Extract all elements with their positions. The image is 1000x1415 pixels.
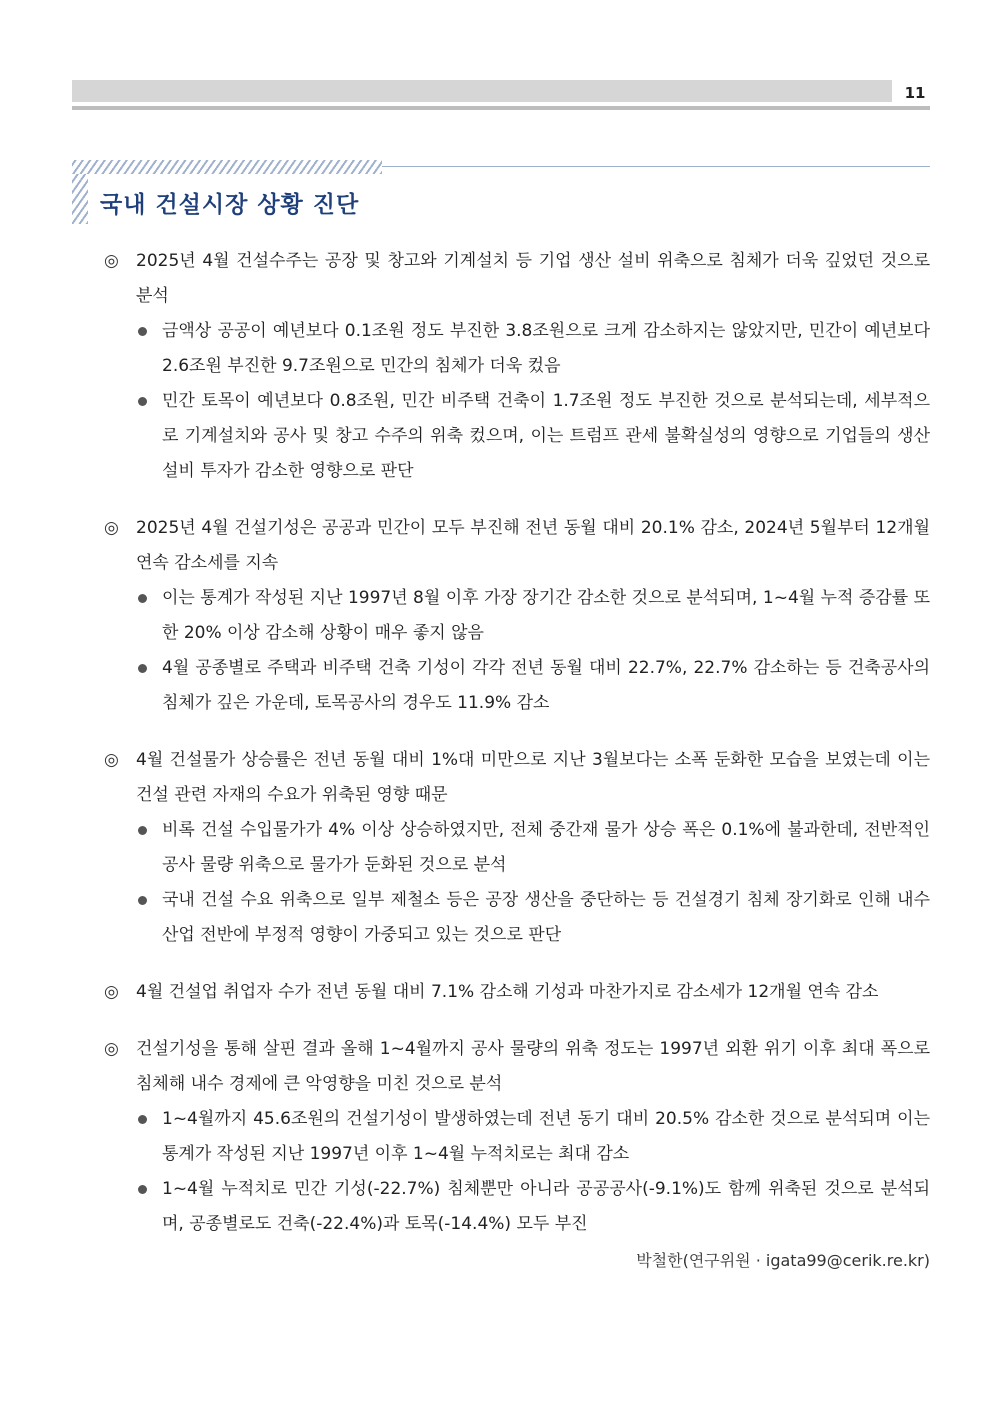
main-block	[104, 244, 930, 489]
section-rule	[382, 166, 930, 167]
sub-item-text: 이는 통계가 작성된 지난 1997년 8월 이후 가장 장기간 감소한 것으로 분석되며, 1~4월 누적 증감률 또한 20% 이상 감소해 상황이 매우 좋지 않음	[162, 588, 930, 643]
main-item	[104, 244, 930, 314]
sub-item	[104, 384, 930, 489]
main-item-text: 2025년 4월 건설수주는 공장 및 창고와 기계설치 등 기업 생산 설비 위축으로 침체가 더욱 깊었던 것으로 분석	[136, 251, 930, 306]
main-item-text: 건설기성을 통해 살핀 결과 올해 1~4월까지 공사 물량의 위축 정도는 1997년 외환 위기 이후 최대 폭으로 침체해 내수 경제에 큰 악영향을 미친 것으로 분석	[136, 1039, 930, 1094]
double-circle-icon: ◎	[104, 251, 119, 271]
section-stripe-decoration	[72, 160, 382, 174]
section-side-stripe-decoration	[72, 174, 88, 224]
double-circle-icon: ◎	[104, 982, 119, 1002]
sub-item	[104, 883, 930, 953]
sub-item-text: 1~4월까지 45.6조원의 건설기성이 발생하였는데 전년 동기 대비 20.5% 감소한 것으로 분석되며 이는 통계가 작성된 지난 1997년 이후 1~4월 누적치로는 최대 감소	[162, 1109, 930, 1164]
header-rule	[72, 106, 930, 110]
bullet-icon	[138, 664, 147, 673]
sub-item-text: 국내 건설 수요 위축으로 일부 제철소 등은 공장 생산을 중단하는 등 건설경기 침체 장기화로 인해 내수 산업 전반에 부정적 영향이 가중되고 있는 것으로 판단	[162, 890, 930, 945]
bullet-icon	[138, 1185, 147, 1194]
bullet-icon	[138, 1115, 147, 1124]
double-circle-icon: ◎	[104, 1039, 119, 1059]
main-item	[104, 1032, 930, 1102]
bullet-icon	[138, 826, 147, 835]
main-item	[104, 975, 930, 1010]
main-block	[104, 975, 930, 1010]
sub-item	[104, 314, 930, 384]
main-item	[104, 511, 930, 581]
main-item-text: 4월 건설업 취업자 수가 전년 동월 대비 7.1% 감소해 기성과 마찬가지로 감소세가 12개월 연속 감소	[136, 982, 879, 1002]
main-block	[104, 1032, 930, 1242]
sub-item	[104, 1172, 930, 1242]
main-block	[104, 511, 930, 721]
double-circle-icon: ◎	[104, 518, 119, 538]
main-item	[104, 743, 930, 813]
header-bar	[72, 80, 892, 102]
page-number: 11	[904, 84, 926, 102]
sub-item	[104, 813, 930, 883]
bullet-icon	[138, 594, 147, 603]
sub-item-text: 1~4월 누적치로 민간 기성(-22.7%) 침체뿐만 아니라 공공공사(-9.1%)도 함께 위축된 것으로 분석되며, 공종별로도 건축(-22.4%)과 토목(-14.4%) 모두 부진	[162, 1179, 930, 1234]
main-item-text: 4월 건설물가 상승률은 전년 동월 대비 1%대 미만으로 지난 3월보다는 소폭 둔화한 모습을 보였는데 이는 건설 관련 자재의 수요가 위축된 영향 때문	[136, 750, 930, 805]
double-circle-icon: ◎	[104, 750, 119, 770]
sub-item-text: 4월 공종별로 주택과 비주택 건축 기성이 각각 전년 동월 대비 22.7%, 22.7% 감소하는 등 건축공사의 침체가 깊은 가운데, 토목공사의 경우도 11.9% 감소	[162, 658, 930, 713]
sub-item-text: 금액상 공공이 예년보다 0.1조원 정도 부진한 3.8조원으로 크게 감소하지는 않았지만, 민간이 예년보다 2.6조원 부진한 9.7조원으로 민간의 침체가 더욱 컸음	[162, 321, 930, 376]
author-credit: 박철한(연구위원 · igata99@cerik.re.kr)	[636, 1251, 930, 1270]
sub-item	[104, 581, 930, 651]
content	[104, 244, 930, 1264]
bullet-icon	[138, 896, 147, 905]
sub-item-text: 비록 건설 수입물가가 4% 이상 상승하였지만, 전체 중간재 물가 상승 폭은 0.1%에 불과한데, 전반적인 공사 물량 위축으로 물가가 둔화된 것으로 분석	[162, 820, 930, 875]
bullet-icon	[138, 397, 147, 406]
sub-item	[104, 651, 930, 721]
sub-item-text: 민간 토목이 예년보다 0.8조원, 민간 비주택 건축이 1.7조원 정도 부진한 것으로 분석되는데, 세부적으로 기계설치와 공사 및 창고 수주의 위축 컸으며, 이는 트럼프 관세 불확실성의 영향으로 기업들의 생산 설비 투자가 감소한 영향으로 판단	[162, 391, 930, 481]
main-item-text: 2025년 4월 건설기성은 공공과 민간이 모두 부진해 전년 동월 대비 20.1% 감소, 2024년 5월부터 12개월 연속 감소세를 지속	[136, 518, 930, 573]
bullet-icon	[138, 327, 147, 336]
section-title: 국내 건설시장 상황 진단	[100, 192, 360, 218]
sub-item	[104, 1102, 930, 1172]
main-block	[104, 743, 930, 953]
